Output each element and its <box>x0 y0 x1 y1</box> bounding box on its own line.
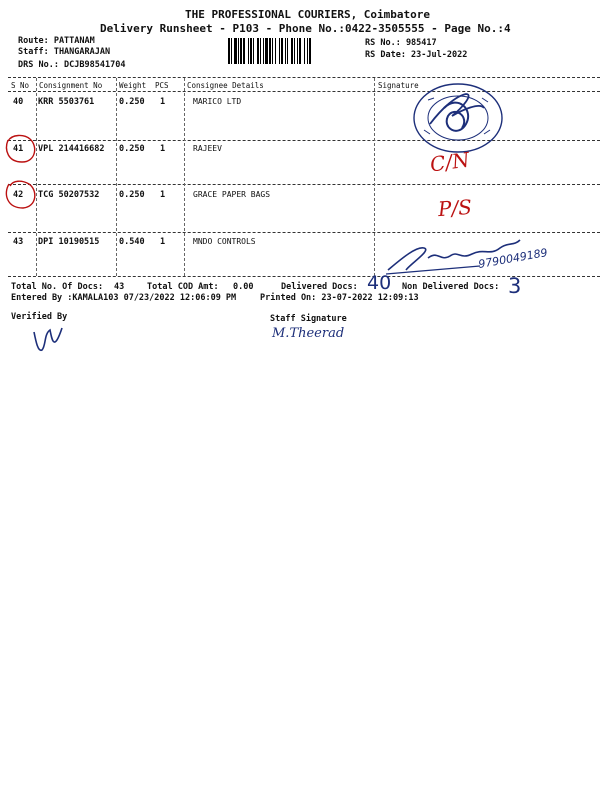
staff-label: Staff: THANGARAJAN <box>18 47 111 57</box>
row-41-circle-mark <box>2 132 40 166</box>
delivered-count-handwritten: 40 <box>367 272 392 294</box>
non-delivered-label: Non Delivered Docs: <box>402 282 500 292</box>
row-pcs: 1 <box>160 190 166 200</box>
col-consignment: Consignment No <box>39 81 103 90</box>
total-cod-value: 0.00 <box>233 282 254 292</box>
row-consignee: RAJEEV <box>193 144 222 153</box>
row-pcs: 1 <box>160 97 166 107</box>
row-weight: 0.250 <box>119 144 145 154</box>
printed-on: Printed On: 23-07-2022 12:09:13 <box>260 293 419 303</box>
row-sno: 42 <box>13 190 24 200</box>
row-consignee: GRACE PAPER BAGS <box>193 190 271 199</box>
col-signature: Signature <box>378 81 419 90</box>
barcode <box>228 38 356 64</box>
signature-scribble-row40 <box>422 88 492 132</box>
not-delivered-count-handwritten: 3 <box>508 274 522 298</box>
row-pcs: 1 <box>160 144 166 154</box>
row-weight: 0.250 <box>119 97 145 107</box>
row42-handwritten-mark: P/S <box>437 194 473 222</box>
rs-number: RS No.: 985417 <box>365 38 437 48</box>
row-sno: 43 <box>13 237 24 247</box>
row41-handwritten-mark: C/N <box>428 147 472 177</box>
drs-label: DRS No.: DCJB98541704 <box>18 60 126 70</box>
total-docs-label: Total No. Of Docs: <box>11 282 104 292</box>
total-docs-value: 43 <box>114 282 125 292</box>
verified-by-signature <box>28 322 68 358</box>
route-label: Route: PATTANAM <box>18 36 95 46</box>
row-consignee: MARICO LTD <box>193 97 242 106</box>
company-title: THE PROFESSIONAL COURIERS, Coimbatore <box>185 8 431 21</box>
total-cod-label: Total COD Amt: <box>147 282 219 292</box>
row-sno: 41 <box>13 144 24 154</box>
row-weight: 0.250 <box>119 190 145 200</box>
entered-by: Entered By :KAMALA103 07/23/2022 12:06:09 PM <box>11 293 237 303</box>
row-weight: 0.540 <box>119 237 145 247</box>
verified-by-label: Verified By <box>11 312 68 322</box>
col-pcs: PCS <box>155 81 169 90</box>
col-weight: Weight <box>119 81 147 90</box>
row-consignment: DPI 10190515 <box>38 237 100 247</box>
col-consignee: Consignee Details <box>187 81 264 90</box>
staff-handwritten-signature: M.Theerad <box>272 326 345 341</box>
rs-date: RS Date: 23-Jul-2022 <box>365 50 468 60</box>
runsheet-subtitle: Delivery Runsheet - P103 - Phone No.:0422-3505555 - Page No.:4 <box>100 22 511 35</box>
row-consignment: KRR 5503761 <box>38 97 95 107</box>
staff-signature-label: Staff Signature <box>270 314 347 324</box>
row-consignment: TCG 50207532 <box>38 190 100 200</box>
row-sno: 40 <box>13 97 24 107</box>
delivered-label: Delivered Docs: <box>281 282 358 292</box>
row-consignment: VPL 214416682 <box>38 144 105 154</box>
row-42-circle-mark <box>2 178 40 212</box>
row-pcs: 1 <box>160 237 166 247</box>
col-sno: S No <box>11 81 30 90</box>
handwritten-phone: 9790049189 <box>477 246 549 271</box>
row-consignee: MNDO CONTROLS <box>193 237 256 246</box>
